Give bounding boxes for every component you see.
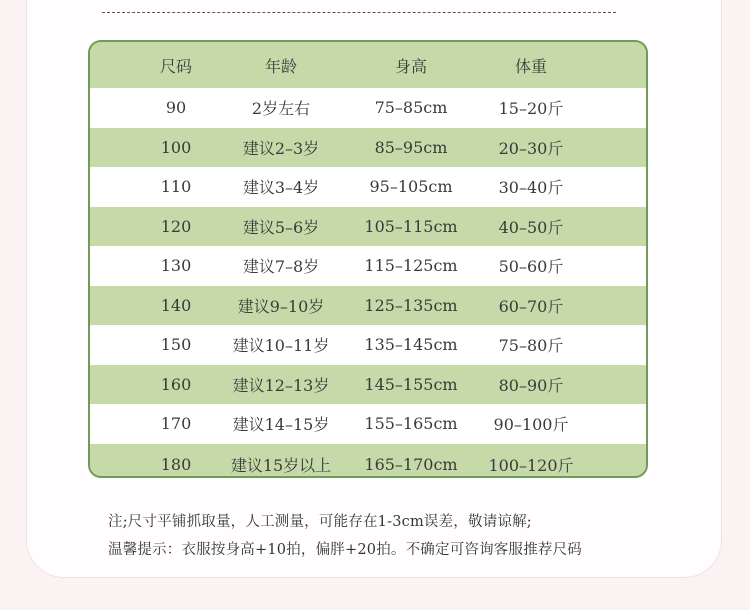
size-cell: 120 [160,216,192,236]
size-cell: 90 [165,98,187,118]
size-cell: 160 [160,374,192,394]
weight-cell: 50–60斤 [498,257,564,277]
height-cell: 155–165cm [364,414,458,434]
weight-cell: 30–40斤 [498,178,564,198]
header-size: 尺码 [159,56,192,76]
weight-cell: 40–50斤 [498,217,564,237]
measurement-note: 注;尺寸平铺抓取量，人工测量，可能存在1-3cm误差，敬请谅解; [108,514,532,530]
height-cell: 75–85cm [374,98,448,118]
table-row [90,167,646,207]
age-cell: 建议14–15岁 [232,415,330,435]
weight-cell: 90–100斤 [493,415,569,435]
weight-cell: 75–80斤 [498,336,564,356]
height-cell: 85–95cm [374,137,448,157]
dashed-divider [102,12,616,13]
size-cell: 110 [160,177,192,197]
size-cell: 180 [160,455,192,474]
height-cell: 165–170cm [364,455,458,474]
table-row [90,246,646,286]
age-cell: 建议15岁以上 [230,456,332,475]
header-height: 身高 [394,56,427,76]
age-cell: 建议10–11岁 [232,336,330,356]
age-cell: 建议2–3岁 [242,138,320,158]
height-cell: 125–135cm [364,295,458,315]
table-header-row [90,42,646,88]
size-cell: 100 [160,137,192,157]
weight-cell: 15–20斤 [498,99,564,119]
table-row [90,207,646,247]
weight-cell: 20–30斤 [498,138,564,158]
size-table [88,40,648,478]
size-cell: 150 [160,335,192,355]
height-cell: 135–145cm [364,335,458,355]
weight-cell: 80–90斤 [498,375,564,395]
height-cell: 95–105cm [369,177,453,197]
table-row [90,404,646,444]
age-cell: 建议3–4岁 [242,178,320,198]
age-cell: 建议5–6岁 [242,217,320,237]
size-cell: 130 [160,256,192,276]
height-cell: 145–155cm [364,374,458,394]
age-cell: 建议9–10岁 [237,296,325,316]
height-cell: 105–115cm [364,216,458,236]
size-cell: 170 [160,414,192,434]
sizing-tip: 温馨提示：衣服按身高+10拍，偏胖+20拍。不确定可咨询客服推荐尺码 [108,542,582,558]
table-row [90,444,646,479]
age-cell: 2岁左右 [251,99,311,119]
header-weight: 体重 [514,56,547,76]
table-row [90,365,646,405]
weight-cell: 60–70斤 [498,296,564,316]
age-cell: 建议7–8岁 [242,257,320,277]
header-age: 年龄 [264,56,297,76]
weight-cell: 100–120斤 [488,456,574,475]
table-row [90,128,646,168]
age-cell: 建议12–13岁 [232,375,330,395]
table-row [90,88,646,128]
table-row [90,325,646,365]
table-row [90,286,646,326]
size-cell: 140 [160,295,192,315]
height-cell: 115–125cm [364,256,458,276]
